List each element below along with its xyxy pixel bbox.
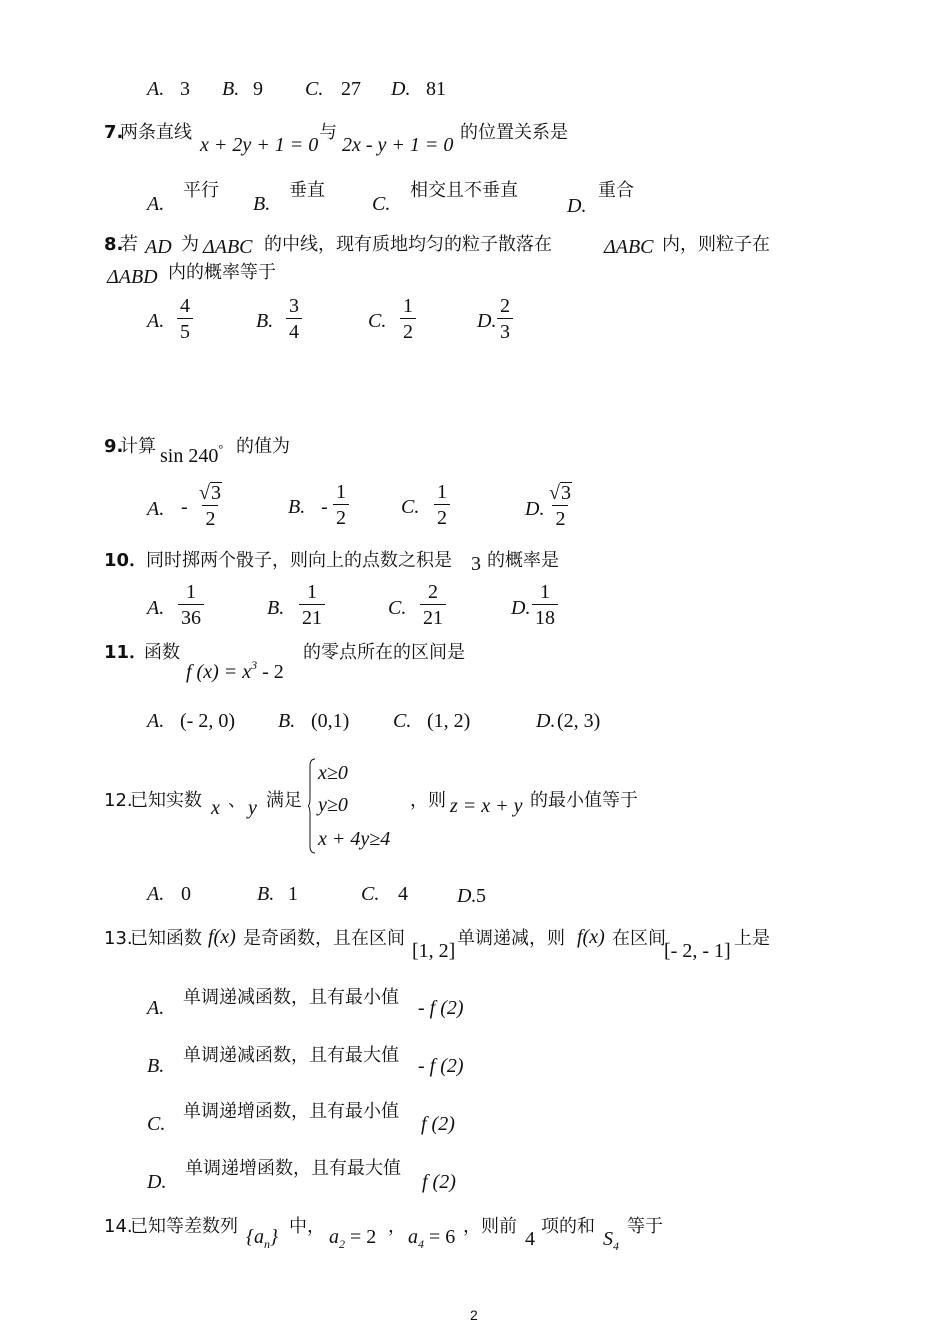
q12-option-c-value: 4 bbox=[398, 883, 408, 905]
q14-a4-letter: a bbox=[408, 1226, 418, 1248]
q6-option-a-value: 3 bbox=[180, 78, 190, 100]
q11-option-d-value: (2, 3) bbox=[557, 710, 601, 732]
q10-number-dot: ． bbox=[129, 550, 148, 571]
q10-option-d-numerator: 1 bbox=[540, 581, 550, 603]
q14-a2-letter: a bbox=[329, 1226, 339, 1248]
q9-option-a-minus: - bbox=[181, 496, 188, 518]
q9-option-a-radicand: 3 bbox=[210, 482, 221, 504]
q8-option-a-denominator: 5 bbox=[177, 318, 193, 342]
q9-option-b-fraction bbox=[333, 482, 349, 528]
q13-stem-a: 已知函数 bbox=[130, 928, 202, 949]
q8-option-a-fraction bbox=[177, 296, 193, 342]
q11-number-dot: ． bbox=[129, 642, 148, 663]
q12-stem-d: 的最小值等于 bbox=[530, 790, 638, 811]
left-brace-icon bbox=[308, 758, 316, 854]
q7-equation-1: x + 2y + 1 = 0 bbox=[200, 134, 319, 156]
q9-option-d-fraction bbox=[546, 482, 575, 529]
q14-a4 bbox=[408, 1226, 455, 1255]
q9-option-d-sqrt-icon: √ bbox=[549, 482, 560, 504]
q12-stem-a: 已知实数 bbox=[130, 790, 202, 811]
q14-comma: ， bbox=[388, 1216, 406, 1237]
q12-objective: z = x + y bbox=[450, 795, 523, 817]
q7-equation-2: 2x - y + 1 = 0 bbox=[342, 134, 454, 156]
q9-expression bbox=[160, 438, 223, 467]
q14-a4-sub: 4 bbox=[418, 1237, 424, 1251]
q8-option-b-denominator: 4 bbox=[286, 318, 302, 342]
q10-value: 3 bbox=[471, 553, 481, 575]
q10-number-digits: 10 bbox=[104, 550, 130, 571]
q9-option-a-fraction bbox=[196, 482, 225, 529]
q11-number bbox=[104, 642, 147, 664]
q11-option-c-label: C. bbox=[393, 710, 412, 732]
q14-stem-a: 已知等差数列 bbox=[130, 1216, 238, 1237]
q12-stem-b: 满足 bbox=[266, 790, 302, 811]
q6-option-c-label: C. bbox=[305, 78, 324, 100]
q6-option-a-label: A. bbox=[147, 78, 165, 100]
q7-number: 7. bbox=[104, 122, 124, 143]
q8-option-a-label: A. bbox=[147, 310, 165, 332]
q9-option-c-denominator: 2 bbox=[434, 504, 450, 528]
q9-option-d-denominator: 2 bbox=[552, 505, 568, 529]
q9-option-d-label: D. bbox=[525, 498, 545, 520]
q10-option-c-denominator: 21 bbox=[420, 604, 446, 628]
q9-stem-b: 的值为 bbox=[236, 436, 290, 457]
q14-stem-c: ，则前 bbox=[463, 1216, 517, 1237]
q8-option-b-label: B. bbox=[256, 310, 274, 332]
q8-stem-e: 内的概率等于 bbox=[168, 262, 276, 283]
q8-option-d-fraction bbox=[497, 296, 513, 342]
q8-option-c-denominator: 2 bbox=[400, 318, 416, 342]
q10-option-a-fraction bbox=[178, 582, 204, 628]
q11-option-b-label: B. bbox=[278, 710, 296, 732]
q7-option-b-label: B. bbox=[253, 193, 271, 215]
q11-function-body: f (x) = x bbox=[186, 661, 252, 683]
q14-sum-sub: 4 bbox=[613, 1239, 619, 1253]
q10-option-b-denominator: 21 bbox=[299, 604, 325, 628]
q7-option-b-text: 垂直 bbox=[289, 180, 325, 201]
q12-stem-c: ，则 bbox=[410, 790, 446, 811]
q10-option-a-denominator: 36 bbox=[178, 604, 204, 628]
q12-option-b-label: B. bbox=[257, 883, 275, 905]
q13-option-d-label: D. bbox=[147, 1171, 167, 1193]
q8-option-c-numerator: 1 bbox=[403, 295, 413, 317]
q9-option-d-radicand: 3 bbox=[560, 482, 571, 504]
q9-option-b-label: B. bbox=[288, 496, 306, 518]
q8-triangle-abc: ΔABC bbox=[203, 236, 253, 258]
q11-option-d-label: D. bbox=[536, 710, 556, 732]
q13-option-c-text: 单调递增函数，且有最小值 bbox=[183, 1101, 399, 1122]
q11-option-a-value: (- 2, 0) bbox=[180, 710, 235, 732]
q9-degree: ° bbox=[218, 442, 224, 456]
q7-option-d-text: 重合 bbox=[598, 180, 634, 201]
q10-option-c-label: C. bbox=[388, 597, 407, 619]
q11-number-digits: 11 bbox=[104, 642, 130, 663]
q6-option-b-label: B. bbox=[222, 78, 240, 100]
q13-interval-1: [1, 2] bbox=[412, 940, 456, 962]
q10-stem-a: 同时掷两个骰子，则向上的点数之积是 bbox=[146, 550, 452, 571]
q8-option-c-fraction bbox=[400, 296, 416, 342]
q13-stem-e: 上是 bbox=[734, 928, 770, 949]
q13-fx-1: f(x) bbox=[208, 926, 236, 948]
q12-condition-3: x + 4y≥4 bbox=[318, 828, 391, 850]
q9-option-c-fraction bbox=[434, 482, 450, 528]
q13-option-d-text: 单调递增函数，且有最大值 bbox=[185, 1158, 401, 1179]
q12-option-a-value: 0 bbox=[181, 883, 191, 905]
q10-option-b-label: B. bbox=[267, 597, 285, 619]
q14-seq-sub: n bbox=[264, 1237, 270, 1251]
q11-option-b-value: (0,1) bbox=[311, 710, 350, 732]
q14-seq-a: {a bbox=[246, 1226, 264, 1248]
q10-number bbox=[104, 550, 147, 572]
q8-triangle-abc-2: ΔABC bbox=[604, 236, 654, 258]
q14-number: 14. bbox=[104, 1216, 133, 1237]
q8-stem-a: 若 bbox=[120, 234, 138, 255]
q9-option-d-numerator bbox=[546, 482, 575, 505]
q10-stem-b: 的概率是 bbox=[487, 550, 559, 571]
q12-option-b-value: 1 bbox=[288, 883, 298, 905]
q14-a2 bbox=[329, 1226, 376, 1255]
q9-number: 9. bbox=[104, 436, 124, 457]
q8-option-d-denominator: 3 bbox=[497, 318, 513, 342]
q12-condition-2: y≥0 bbox=[318, 794, 348, 816]
q11-function-tail: - 2 bbox=[257, 661, 284, 683]
q12-option-d-label: D. bbox=[457, 885, 477, 907]
q8-number: 8. bbox=[104, 234, 124, 255]
q10-option-b-fraction bbox=[299, 582, 325, 628]
q11-option-c-value: (1, 2) bbox=[427, 710, 471, 732]
q9-option-b-denominator: 2 bbox=[333, 504, 349, 528]
q13-option-c-label: C. bbox=[147, 1113, 166, 1135]
q8-stem-d: 内，则粒子在 bbox=[662, 234, 770, 255]
q8-option-b-numerator: 3 bbox=[289, 295, 299, 317]
q14-sum-letter: S bbox=[603, 1228, 613, 1250]
q11-exponent: 3 bbox=[251, 658, 258, 672]
q9-option-b-minus: - bbox=[321, 496, 328, 518]
q8-stem-c: 的中线，现有质地均匀的粒子散落在 bbox=[264, 234, 552, 255]
q9-option-c-numerator: 1 bbox=[437, 481, 447, 503]
q14-count: 4 bbox=[525, 1228, 535, 1250]
q13-option-b-math: - f (2) bbox=[418, 1055, 464, 1077]
q9-option-c-label: C. bbox=[401, 496, 420, 518]
q14-sum bbox=[603, 1228, 619, 1257]
q8-option-a-numerator: 4 bbox=[180, 295, 190, 317]
q8-triangle-abd: ΔABD bbox=[107, 266, 158, 288]
q10-option-d-label: D. bbox=[511, 597, 531, 619]
q6-option-d-label: D. bbox=[391, 78, 411, 100]
q11-stem-a: 函数 bbox=[144, 642, 180, 663]
q6-option-b-value: 9 bbox=[253, 78, 263, 100]
q6-option-d-value: 81 bbox=[426, 78, 446, 100]
q8-option-d-label: D. bbox=[477, 310, 497, 332]
q7-option-a-text: 平行 bbox=[183, 180, 219, 201]
q13-number: 13. bbox=[104, 928, 133, 949]
q14-a2-value: = 2 bbox=[345, 1226, 377, 1248]
q13-option-d-math: f (2) bbox=[422, 1171, 456, 1193]
q13-option-a-label: A. bbox=[147, 997, 165, 1019]
q7-stem-b: 与 bbox=[319, 122, 337, 143]
q7-stem-c: 的位置关系是 bbox=[460, 122, 568, 143]
q8-option-c-label: C. bbox=[368, 310, 387, 332]
q13-option-c-math: f (2) bbox=[421, 1113, 455, 1135]
q7-option-c-text: 相交且不垂直 bbox=[410, 180, 518, 201]
q11-stem-b: 的零点所在的区间是 bbox=[303, 642, 465, 663]
q7-option-a-label: A. bbox=[147, 193, 165, 215]
q14-a4-value: = 6 bbox=[424, 1226, 456, 1248]
q12-option-a-label: A. bbox=[147, 883, 165, 905]
q10-option-d-denominator: 18 bbox=[532, 604, 558, 628]
q9-sin: sin 240 bbox=[160, 445, 219, 467]
q14-a2-sub: 2 bbox=[339, 1237, 345, 1251]
q9-option-a-denominator: 2 bbox=[202, 505, 218, 529]
q14-seq-b: } bbox=[270, 1226, 278, 1248]
q8-option-b-fraction bbox=[286, 296, 302, 342]
q8-stem-b: 为 bbox=[181, 234, 199, 255]
q12-var-y: y bbox=[248, 797, 257, 819]
q13-fx-2: f(x) bbox=[577, 926, 605, 948]
q12-var-x: x bbox=[211, 797, 220, 819]
q13-option-a-text: 单调递减函数，且有最小值 bbox=[183, 987, 399, 1008]
q10-option-b-numerator: 1 bbox=[307, 581, 317, 603]
q12-number: 12. bbox=[104, 790, 133, 811]
q7-stem-a: 两条直线 bbox=[120, 122, 192, 143]
q13-interval-2: [- 2, - 1] bbox=[664, 940, 731, 962]
q10-option-c-numerator: 2 bbox=[428, 581, 438, 603]
q10-option-a-label: A. bbox=[147, 597, 165, 619]
q7-option-c-label: C. bbox=[372, 193, 391, 215]
q8-segment-ad: AD bbox=[145, 236, 172, 258]
q13-stem-d: 在区间 bbox=[612, 928, 666, 949]
q12-separator: 、 bbox=[228, 790, 246, 811]
q9-stem-a: 计算 bbox=[120, 436, 156, 457]
q9-option-a-sqrt-icon: √ bbox=[199, 482, 210, 504]
q11-function bbox=[186, 654, 284, 683]
q14-stem-b: 中， bbox=[289, 1216, 325, 1237]
q13-stem-c: 单调递减，则 bbox=[457, 928, 565, 949]
q13-option-a-math: - f (2) bbox=[418, 997, 464, 1019]
q12-option-d-value: 5 bbox=[476, 885, 486, 907]
q10-option-a-numerator: 1 bbox=[186, 581, 196, 603]
q9-option-a-numerator bbox=[196, 482, 225, 505]
q8-option-d-numerator: 2 bbox=[500, 295, 510, 317]
q14-stem-e: 等于 bbox=[627, 1216, 663, 1237]
q10-option-c-fraction bbox=[420, 582, 446, 628]
q13-option-b-label: B. bbox=[147, 1055, 165, 1077]
q9-option-a-label: A. bbox=[147, 498, 165, 520]
q12-condition-1: x≥0 bbox=[318, 762, 348, 784]
q9-option-b-numerator: 1 bbox=[336, 481, 346, 503]
q10-option-d-fraction bbox=[532, 582, 558, 628]
q6-option-c-value: 27 bbox=[341, 78, 361, 100]
page-number: 2 bbox=[470, 1307, 478, 1323]
q14-sequence bbox=[246, 1226, 278, 1255]
q13-stem-b: 是奇函数，且在区间 bbox=[243, 928, 405, 949]
q12-option-c-label: C. bbox=[361, 883, 380, 905]
q11-option-a-label: A. bbox=[147, 710, 165, 732]
q7-option-d-label: D. bbox=[567, 195, 587, 217]
q13-option-b-text: 单调递减函数，且有最大值 bbox=[183, 1045, 399, 1066]
q14-stem-d: 项的和 bbox=[541, 1216, 595, 1237]
